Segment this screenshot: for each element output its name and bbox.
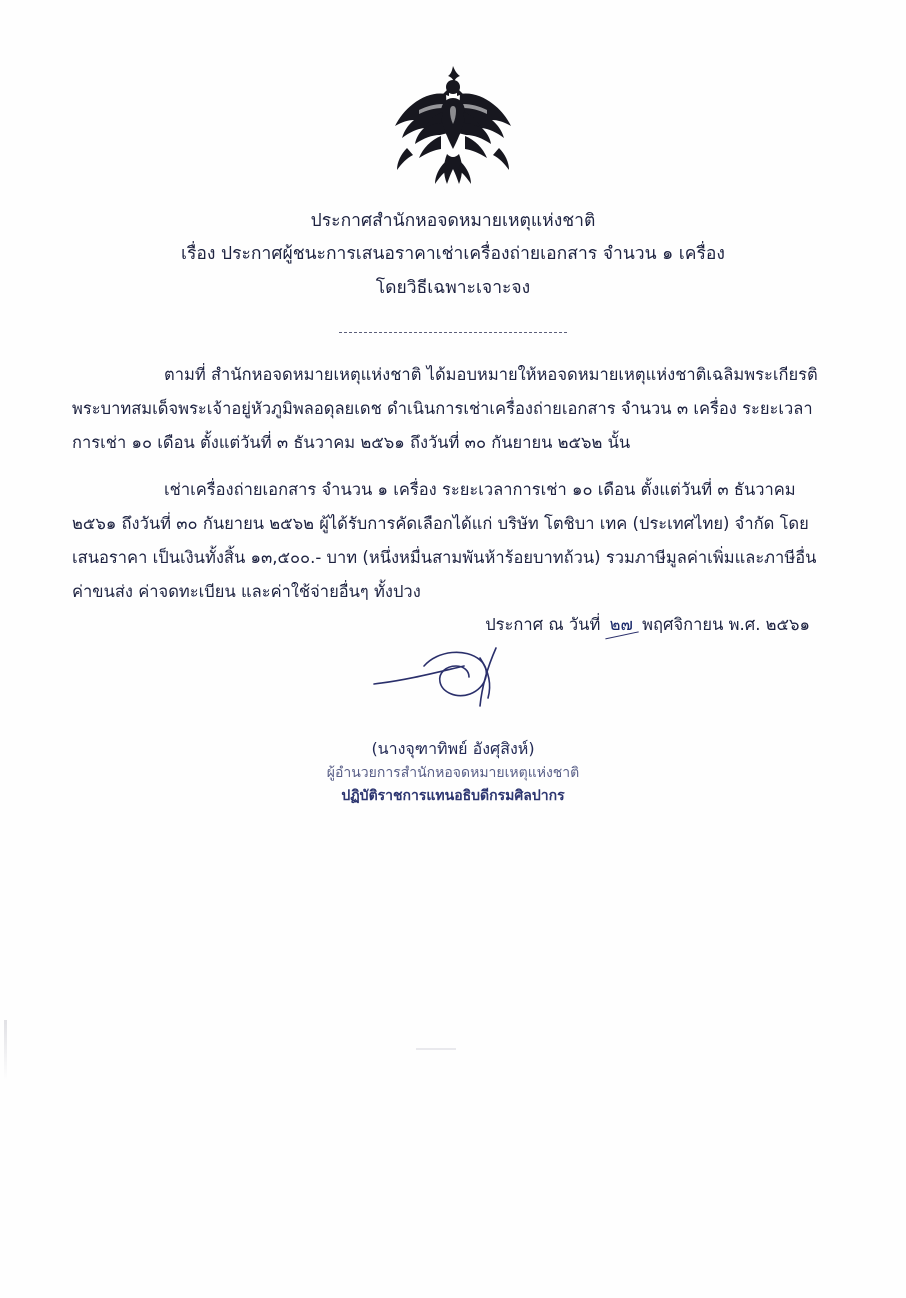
paragraph-1 [72,358,834,459]
signer-block [0,736,906,809]
document-heading [0,205,906,305]
signature-mark [0,640,906,718]
paragraph-2 [72,473,834,608]
divider-rule [339,331,567,333]
heading-divider [0,322,906,337]
scan-artifact-left [4,1020,7,1080]
signer-title-line-2: ปฏิบัติราชการแทนอธิบดีกรมศิลปากร [341,788,565,805]
scan-artifact-center [416,1048,456,1050]
dateline [0,612,810,638]
paragraph-2-text: เช่าเครื่องถ่ายเอกสาร จำนวน ๑ เครื่อง ระยะเวลาการเช่า ๑๐ เดือน ตั้งแต่วันที่ ๓ ธันวาคม ๒๕๖๑ ถึงวันที่ ๓๐ กันยายน ๒๕๖๒ ผู้ได้รับการคัดเลือกได้แก่ บริษัท โตชิบา เทค (ประเทศไทย) จำกัด โดยเสนอราคา เป็นเงินทั้งสิ้น ๑๓,๕๐๐.- บาท (หนึ่งหมื่นสามพันห้าร้อยบาทถ้วน) รวมภาษีมูลค่าเพิ่มและภาษีอื่น ค่าขนส่ง ค่าจดทะเบียน และค่าใช้จ่ายอื่นๆ ทั้งปวง [72,480,817,601]
garuda-emblem [389,62,517,194]
paragraph-1-text: ตามที่ สำนักหอจดหมายเหตุแห่งชาติ ได้มอบหมายให้หอจดหมายเหตุแห่งชาติเฉลิมพระเกียรติพระบาทสมเด็จพระเจ้าอยู่หัวภูมิพลอดุลยเดช ดำเนินการเช่าเครื่องถ่ายเอกสาร จำนวน ๓ เครื่อง ระยะเวลาการเช่า ๑๐ เดือน ตั้งแต่วันที่ ๓ ธันวาคม ๒๕๖๑ ถึงวันที่ ๓๐ กันยายน ๒๕๖๒ นั้น [72,365,818,452]
heading-line-2: เรื่อง ประกาศผู้ชนะการเสนอราคาเช่าเครื่องถ่ายเอกสาร จำนวน ๑ เครื่อง [181,244,725,265]
dateline-handwritten-day: ๒๗ [606,612,637,638]
heading-line-1: ประกาศสำนักหอจดหมายเหตุแห่งชาติ [310,211,596,231]
heading-line-3: โดยวิธีเฉพาะเจาะจง [375,277,531,298]
dateline-prefix: ประกาศ ณ วันที่ [485,615,601,634]
document-body [72,358,834,623]
handwritten-signature-icon [368,640,578,718]
emblem-container [0,62,906,194]
dateline-suffix: พฤศจิกายน พ.ศ. ๒๕๖๑ [642,615,810,634]
signer-name: (นางจุฑาทิพย์ อังศุสิงห์) [371,739,535,758]
signer-title-line-1: ผู้อำนวยการสำนักหอจดหมายเหตุแห่งชาติ [326,765,580,782]
